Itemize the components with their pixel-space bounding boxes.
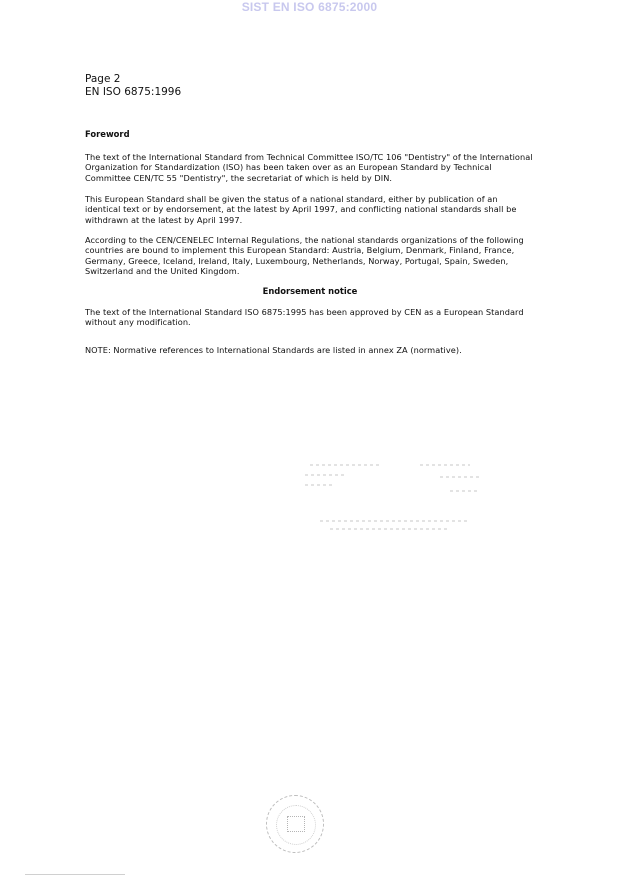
foreword-paragraph-2: This European Standard shall be given the status of a national standard, either by publication of an identical text or by endorsement, at the latest by April 1997, and conflicting national standards shall be withdrawn at the latest by April 1997. <box>85 194 517 225</box>
seal-emblem-icon <box>287 816 305 832</box>
official-seal-stamp <box>266 795 324 853</box>
endorsement-title: Endorsement notice <box>262 286 358 296</box>
foreword-paragraph-1: The text of the International Standard from Technical Committee ISO/TC 106 "Dentistry" of the International Organization for Standardization (ISO) has been taken over as an European Standard by Technical Committee CEN/TC 55 "Dentistry", the secretariat of which is held by DIN. <box>85 152 533 183</box>
foreword-paragraph-3: According to the CEN/CENELEC Internal Regulations, the national standards organizations of the following countries are bound to implement this European Standard: Austria, Belgium, Denmark, Finland, France, Germany, Greece, Iceland, Ireland, Italy, Luxembourg, Netherlands, Norway, Portugal, Spain, Sweden, Switzerland and the United Kingdom. <box>85 235 524 276</box>
page-number: Page 2 <box>85 73 121 85</box>
endorsement-text: The text of the International Standard ISO 6875:1995 has been approved by CEN as a European Standard without any modification. <box>85 307 524 328</box>
footer-rule <box>25 874 125 875</box>
page-header <box>85 73 181 99</box>
faint-scan-artifact <box>300 462 490 532</box>
document-id: EN ISO 6875:1996 <box>85 86 182 98</box>
watermark: SIST EN ISO 6875:2000 <box>241 0 378 14</box>
normative-note: NOTE: Normative references to International Standards are listed in annex ZA (normative). <box>85 345 462 355</box>
foreword-title: Foreword <box>85 129 130 139</box>
